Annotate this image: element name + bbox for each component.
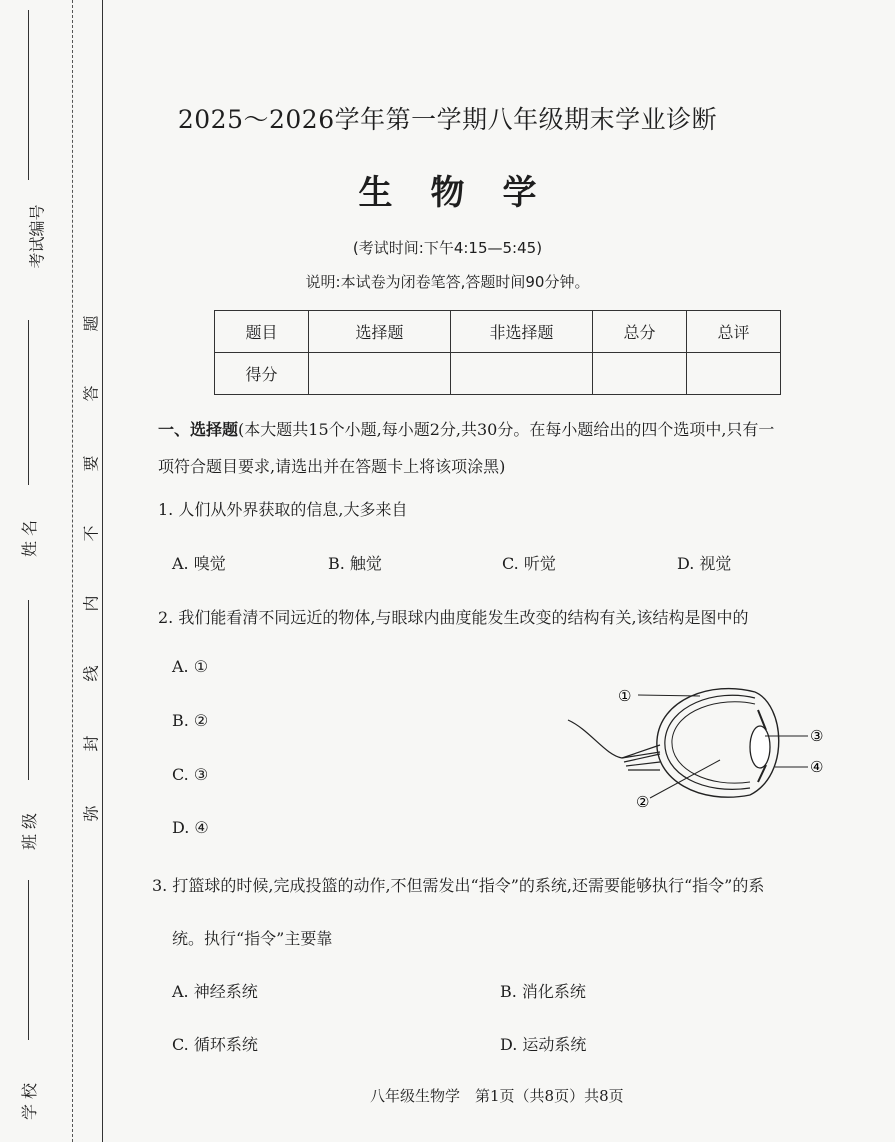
score-cell-evaluation[interactable] bbox=[687, 353, 781, 395]
page-footer: 八年级生物学 第1页（共8页）共8页 bbox=[370, 1087, 624, 1105]
exam-id-label: 考试编号 bbox=[27, 204, 47, 269]
section-instructions-line2: 项符合题目要求,请选出并在答题卡上将该项涂黑) bbox=[158, 457, 506, 476]
score-table-score-row bbox=[215, 353, 781, 395]
eye-diagram bbox=[560, 670, 840, 820]
q3-option-c[interactable]: C. 循环系统 bbox=[172, 1035, 258, 1054]
score-header-cell: 总评 bbox=[687, 311, 781, 353]
score-header-cell: 非选择题 bbox=[451, 311, 593, 353]
seal-char: 不 bbox=[81, 525, 101, 542]
seal-char: 封 bbox=[81, 735, 101, 752]
score-header-cell: 题目 bbox=[215, 311, 309, 353]
eye-label-3: ③ bbox=[810, 727, 824, 745]
exam-note: 说明:本试卷为闭卷笔答,答题时间90分钟。 bbox=[305, 273, 590, 291]
seal-char: 题 bbox=[81, 315, 101, 332]
score-table bbox=[214, 310, 781, 395]
label-line-2 bbox=[650, 760, 720, 798]
q2-option-d[interactable]: D. ④ bbox=[172, 818, 209, 837]
q2-option-b[interactable]: B. ② bbox=[172, 711, 209, 730]
score-cell-nonchoice[interactable] bbox=[451, 353, 593, 395]
q3-option-d[interactable]: D. 运动系统 bbox=[500, 1035, 587, 1054]
exam-time: (考试时间:下午4:15—5:45) bbox=[352, 239, 543, 257]
choroid bbox=[665, 695, 755, 789]
eye-label-4: ④ bbox=[810, 758, 824, 776]
q1-option-b[interactable]: B. 触觉 bbox=[328, 554, 382, 573]
exam-title: 2025～2026学年第一学期八年级期末学业诊断 bbox=[177, 105, 718, 134]
q1-option-c[interactable]: C. 听觉 bbox=[502, 554, 556, 573]
eye-label-2: ② bbox=[636, 793, 650, 811]
question-1-stem: 1. 人们从外界获取的信息,大多来自 bbox=[158, 500, 408, 519]
school-label: 学 校 bbox=[20, 1082, 40, 1121]
score-cell-total[interactable] bbox=[593, 353, 687, 395]
section-title: 一、选择题 bbox=[158, 420, 239, 439]
q3-option-b[interactable]: B. 消化系统 bbox=[500, 982, 586, 1001]
score-table-header-row bbox=[215, 311, 781, 353]
school-underline bbox=[28, 880, 29, 1040]
score-cell-choice[interactable] bbox=[309, 353, 451, 395]
seal-char: 要 bbox=[81, 455, 101, 472]
q3-option-a[interactable]: A. 神经系统 bbox=[172, 982, 258, 1001]
score-header-cell: 选择题 bbox=[309, 311, 451, 353]
name-underline bbox=[28, 320, 29, 485]
seal-char: 答 bbox=[81, 385, 101, 402]
name-label: 姓 名 bbox=[20, 519, 40, 558]
optic-nerve bbox=[568, 720, 660, 758]
seal-char: 线 bbox=[81, 665, 101, 682]
q2-option-a[interactable]: A. ① bbox=[172, 657, 209, 676]
section-instructions-line1 bbox=[158, 417, 774, 440]
score-row-label: 得分 bbox=[215, 353, 309, 395]
seal-char: 弥 bbox=[81, 805, 101, 822]
subject-title: 生物学 bbox=[358, 173, 575, 213]
retina bbox=[672, 702, 755, 783]
q1-option-a[interactable]: A. 嗅觉 bbox=[172, 554, 226, 573]
seal-char: 内 bbox=[81, 595, 101, 612]
q2-option-c[interactable]: C. ③ bbox=[172, 765, 209, 784]
class-label: 班 级 bbox=[20, 812, 40, 851]
score-header-cell: 总分 bbox=[593, 311, 687, 353]
eye-label-1: ① bbox=[618, 687, 632, 705]
question-3-stem-line1: 3. 打篮球的时候,完成投篮的动作,不但需发出“指令”的系统,还需要能够执行“指令”的系 bbox=[152, 876, 765, 895]
question-3-stem-line2: 统。执行“指令”主要靠 bbox=[172, 929, 333, 948]
exam-id-underline bbox=[28, 10, 29, 180]
section-instructions: (本大题共15个小题,每小题2分,共30分。在每小题给出的四个选项中,只有一 bbox=[238, 420, 775, 439]
q1-option-d[interactable]: D. 视觉 bbox=[677, 554, 732, 573]
question-2-stem: 2. 我们能看清不同远近的物体,与眼球内曲度能发生改变的结构有关,该结构是图中的 bbox=[158, 608, 749, 627]
class-underline bbox=[28, 600, 29, 780]
label-line-1 bbox=[638, 695, 700, 696]
lens bbox=[750, 726, 770, 768]
